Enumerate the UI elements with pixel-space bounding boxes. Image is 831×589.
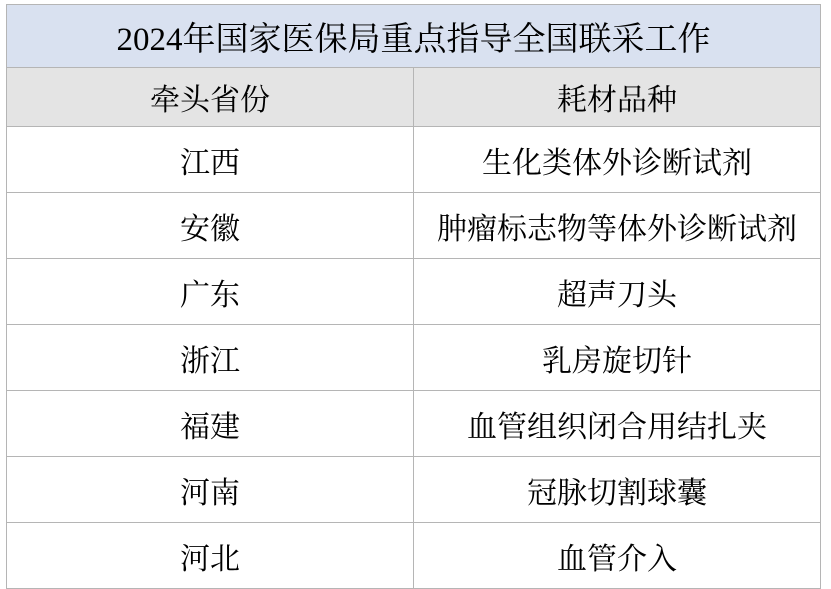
cell-province: 河南 — [7, 457, 414, 523]
table-row — [7, 391, 821, 457]
table-row — [7, 127, 821, 193]
cell-item: 生化类体外诊断试剂 — [414, 127, 821, 193]
table-title: 2024年国家医保局重点指导全国联采工作 — [7, 5, 821, 68]
cell-item: 乳房旋切针 — [414, 325, 821, 391]
cell-province: 安徽 — [7, 193, 414, 259]
cell-province: 浙江 — [7, 325, 414, 391]
table-header-row — [7, 68, 821, 127]
table-row — [7, 193, 821, 259]
cell-province: 河北 — [7, 523, 414, 589]
procurement-table — [6, 4, 821, 589]
cell-province: 江西 — [7, 127, 414, 193]
cell-item: 超声刀头 — [414, 259, 821, 325]
cell-item: 冠脉切割球囊 — [414, 457, 821, 523]
table-title-row — [7, 5, 821, 68]
cell-item: 血管组织闭合用结扎夹 — [414, 391, 821, 457]
column-header-item: 耗材品种 — [414, 68, 821, 127]
column-header-province: 牵头省份 — [7, 68, 414, 127]
table-row — [7, 457, 821, 523]
table-row — [7, 523, 821, 589]
cell-province: 福建 — [7, 391, 414, 457]
table-row — [7, 325, 821, 391]
table-row — [7, 259, 821, 325]
cell-item: 肿瘤标志物等体外诊断试剂 — [414, 193, 821, 259]
cell-item: 血管介入 — [414, 523, 821, 589]
cell-province: 广东 — [7, 259, 414, 325]
